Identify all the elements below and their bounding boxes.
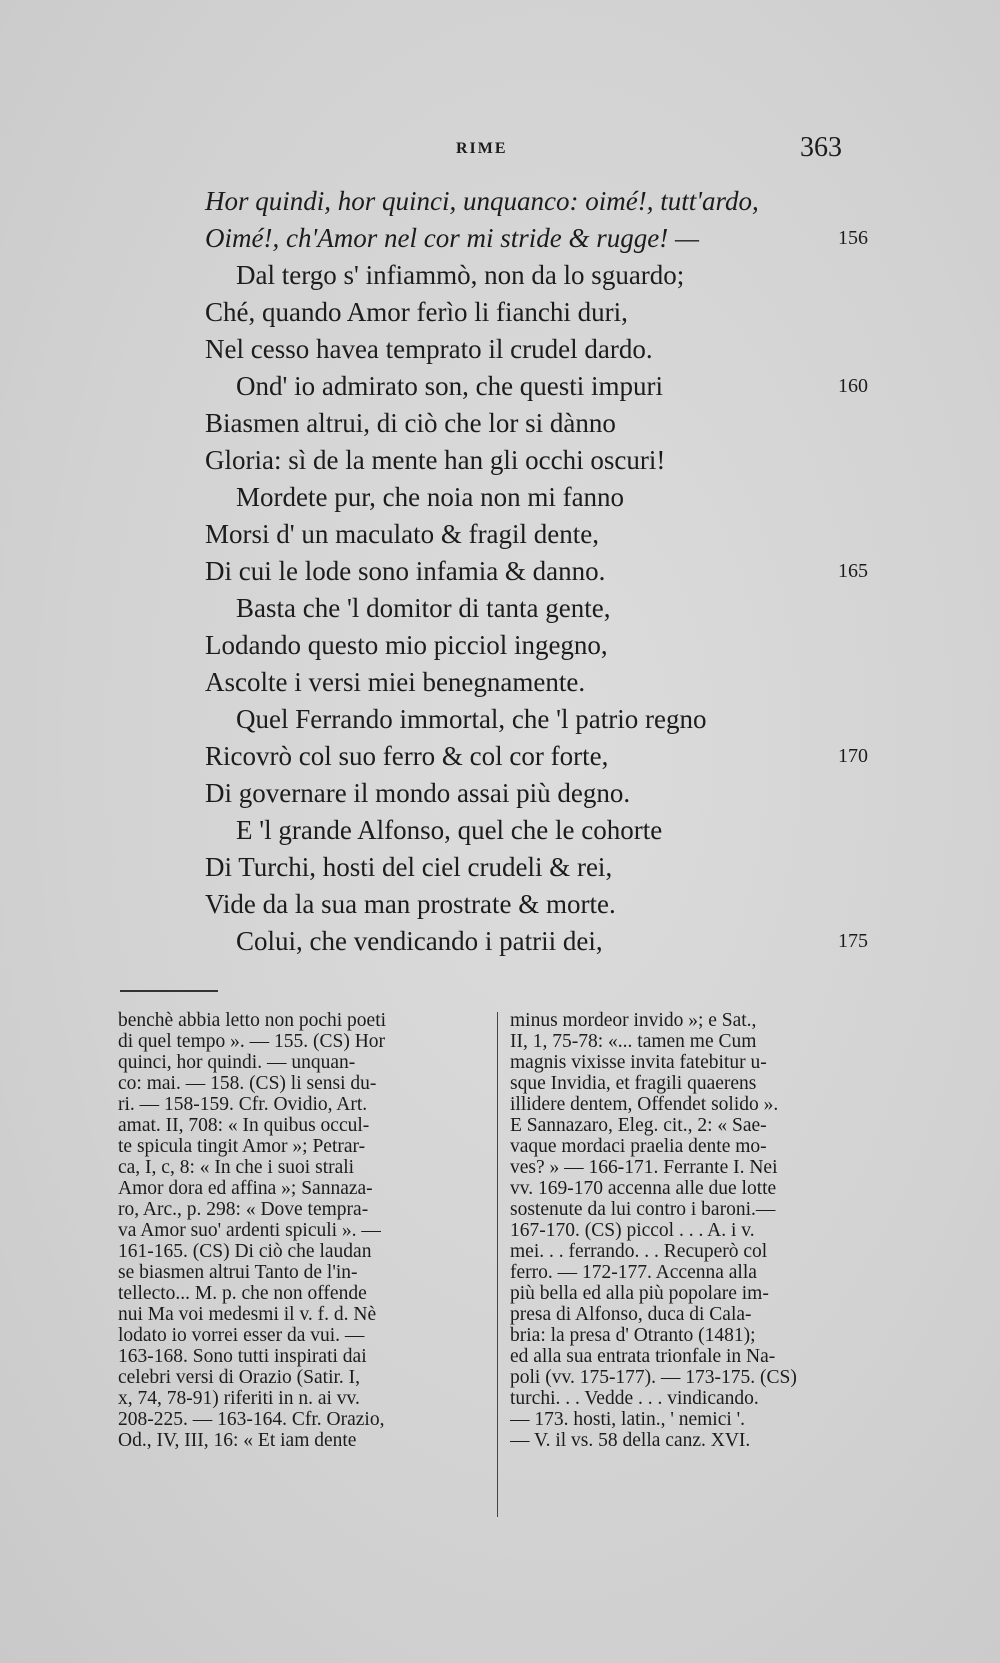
footnote-line: vaque mordaci praelia dente mo- bbox=[510, 1136, 767, 1157]
footnote-line: tellecto... M. p. che non offende bbox=[118, 1283, 367, 1304]
footnote-line: poli (vv. 175-177). — 173-175. (CS) bbox=[510, 1367, 797, 1388]
footnote-line: ri. — 158-159. Cfr. Ovidio, Art. bbox=[118, 1094, 368, 1115]
footnote-line: 163-168. Sono tutti inspirati dai bbox=[118, 1346, 367, 1367]
verse-line-number: 160 bbox=[838, 375, 868, 397]
footnote-line: vv. 169-170 accenna alle due lotte bbox=[510, 1178, 777, 1199]
verse-line: Lodando questo mio picciol ingegno, bbox=[205, 630, 608, 660]
verse-line: Quel Ferrando immortal, che 'l patrio regno bbox=[236, 704, 707, 734]
verse-line-number: 165 bbox=[838, 560, 868, 582]
footnote-line: te spicula tingit Amor »; Petrar- bbox=[118, 1136, 366, 1157]
verse-line: Di governare il mondo assai più degno. bbox=[205, 778, 631, 808]
footnote-line: più bella ed alla più popolare im- bbox=[510, 1283, 769, 1304]
verse-line: Di cui le lode sono infamia & danno. bbox=[205, 556, 606, 586]
footnote-line: — 173. hosti, latin., ' nemici '. bbox=[510, 1409, 746, 1430]
footnote-line: sque Invidia, et fragili quaerens bbox=[510, 1073, 757, 1094]
notes-right-column bbox=[510, 1010, 882, 1510]
footnote-line: bria: la presa d' Otranto (1481); bbox=[510, 1325, 756, 1346]
column-divider bbox=[497, 1012, 498, 1517]
verse-line: Ond' io admirato son, che questi impuri bbox=[236, 371, 664, 401]
footnote-line: minus mordeor invido »; e Sat., bbox=[510, 1010, 757, 1031]
verse-line: Colui, che vendicando i patrii dei, bbox=[236, 926, 603, 956]
verse-line: Hor quindi, hor quinci, unquanco: oimé!, tutt'ardo, bbox=[205, 186, 759, 216]
verse-line-number: 170 bbox=[838, 745, 868, 767]
notes-left-column bbox=[118, 1010, 488, 1510]
verse-line-number: 156 bbox=[838, 227, 868, 249]
verse-line-number: 175 bbox=[838, 930, 868, 952]
footnote-line: co: mai. — 158. (CS) li sensi du- bbox=[118, 1073, 377, 1094]
verse-line: Biasmen altrui, di ciò che lor si dànno bbox=[205, 408, 616, 438]
verse-line: Ché, quando Amor ferìo li fianchi duri, bbox=[205, 297, 628, 327]
footnote-line: turchi. . . Vedde . . . vindicando. bbox=[510, 1388, 759, 1409]
footnote-line: ca, I, c, 8: « In che i suoi strali bbox=[118, 1157, 355, 1178]
footnote-line: mei. . . ferrando. . . Recuperò col bbox=[510, 1241, 768, 1262]
footnote-line: illidere dentem, Offendet solido ». bbox=[510, 1094, 779, 1115]
footnote-line: ves? » — 166-171. Ferrante I. Nei bbox=[510, 1157, 778, 1178]
footnote-line: celebri versi di Orazio (Satir. I, bbox=[118, 1367, 361, 1388]
verse-line: Nel cesso havea temprato il crudel dardo. bbox=[205, 334, 653, 364]
footnote-line: di quel tempo ». — 155. (CS) Hor bbox=[118, 1031, 386, 1052]
verse-line: E 'l grande Alfonso, quel che le cohorte bbox=[236, 815, 663, 845]
footnote-line: nui Ma voi medesmi il v. f. d. Nè bbox=[118, 1304, 377, 1325]
footnote-line: va Amor suo' ardenti spiculi ». — bbox=[118, 1220, 381, 1241]
footnote-line: E Sannazaro, Eleg. cit., 2: « Sae- bbox=[510, 1115, 767, 1136]
footnote-line: presa di Alfonso, duca di Cala- bbox=[510, 1304, 752, 1325]
footnote-line: sostenute da lui contro i baroni.— bbox=[510, 1199, 776, 1220]
footnote-line: benchè abbia letto non pochi poeti bbox=[118, 1010, 387, 1031]
footnote-line: lodato io vorrei esser da vui. — bbox=[118, 1325, 365, 1346]
footnote-line: II, 1, 75-78: «... tamen me Cum bbox=[510, 1031, 757, 1052]
page-number: 363 bbox=[800, 132, 842, 163]
footnote-line: quinci, hor quindi. — unquan- bbox=[118, 1052, 356, 1073]
footnote-line: magnis vixisse invita fatebitur u- bbox=[510, 1052, 767, 1073]
verse-line: Gloria: sì de la mente han gli occhi oscuri! bbox=[205, 445, 666, 475]
footnote-rule bbox=[120, 990, 218, 992]
footnote-line: ro, Arc., p. 298: « Dove tempra- bbox=[118, 1199, 369, 1220]
footnote-line: — V. il vs. 58 della canz. XVI. bbox=[510, 1430, 751, 1451]
footnote-line: 161-165. (CS) Di ciò che laudan bbox=[118, 1241, 372, 1262]
footnote-line: 208-225. — 163-164. Cfr. Orazio, bbox=[118, 1409, 385, 1430]
verse-line: Di Turchi, hosti del ciel crudeli & rei, bbox=[205, 852, 613, 882]
running-head bbox=[0, 132, 1000, 168]
footnote-line: x, 74, 78-91) riferiti in n. ai vv. bbox=[118, 1388, 360, 1409]
verse-line: Ascolte i versi miei benegnamente. bbox=[205, 667, 586, 697]
verse-line: Oimé!, ch'Amor nel cor mi stride & rugge! — bbox=[205, 223, 699, 253]
verse-line: Mordete pur, che noia non mi fanno bbox=[236, 482, 625, 512]
footnote-line: ferro. — 172-177. Accenna alla bbox=[510, 1262, 757, 1283]
verse-line: Ricovrò col suo ferro & col cor forte, bbox=[205, 741, 609, 771]
footnote-line: ed alla sua entrata trionfale in Na- bbox=[510, 1346, 776, 1367]
verse-line: Dal tergo s' infiammò, non da lo sguardo; bbox=[236, 260, 685, 290]
footnote-line: amat. II, 708: « In quibus occul- bbox=[118, 1115, 370, 1136]
verse-line: Morsi d' un maculato & fragil dente, bbox=[205, 519, 600, 549]
running-title: RIME bbox=[456, 140, 508, 157]
verse-line: Basta che 'l domitor di tanta gente, bbox=[236, 593, 611, 623]
footnote-line: Od., IV, III, 16: « Et iam dente bbox=[118, 1430, 357, 1451]
verse-line: Vide da la sua man prostrate & morte. bbox=[205, 889, 616, 919]
footnote-line: se biasmen altrui Tanto de l'in- bbox=[118, 1262, 358, 1283]
footnote-line: Amor dora ed affina »; Sannaza- bbox=[118, 1178, 373, 1199]
footnote-line: 167-170. (CS) piccol . . . A. i v. bbox=[510, 1220, 755, 1241]
